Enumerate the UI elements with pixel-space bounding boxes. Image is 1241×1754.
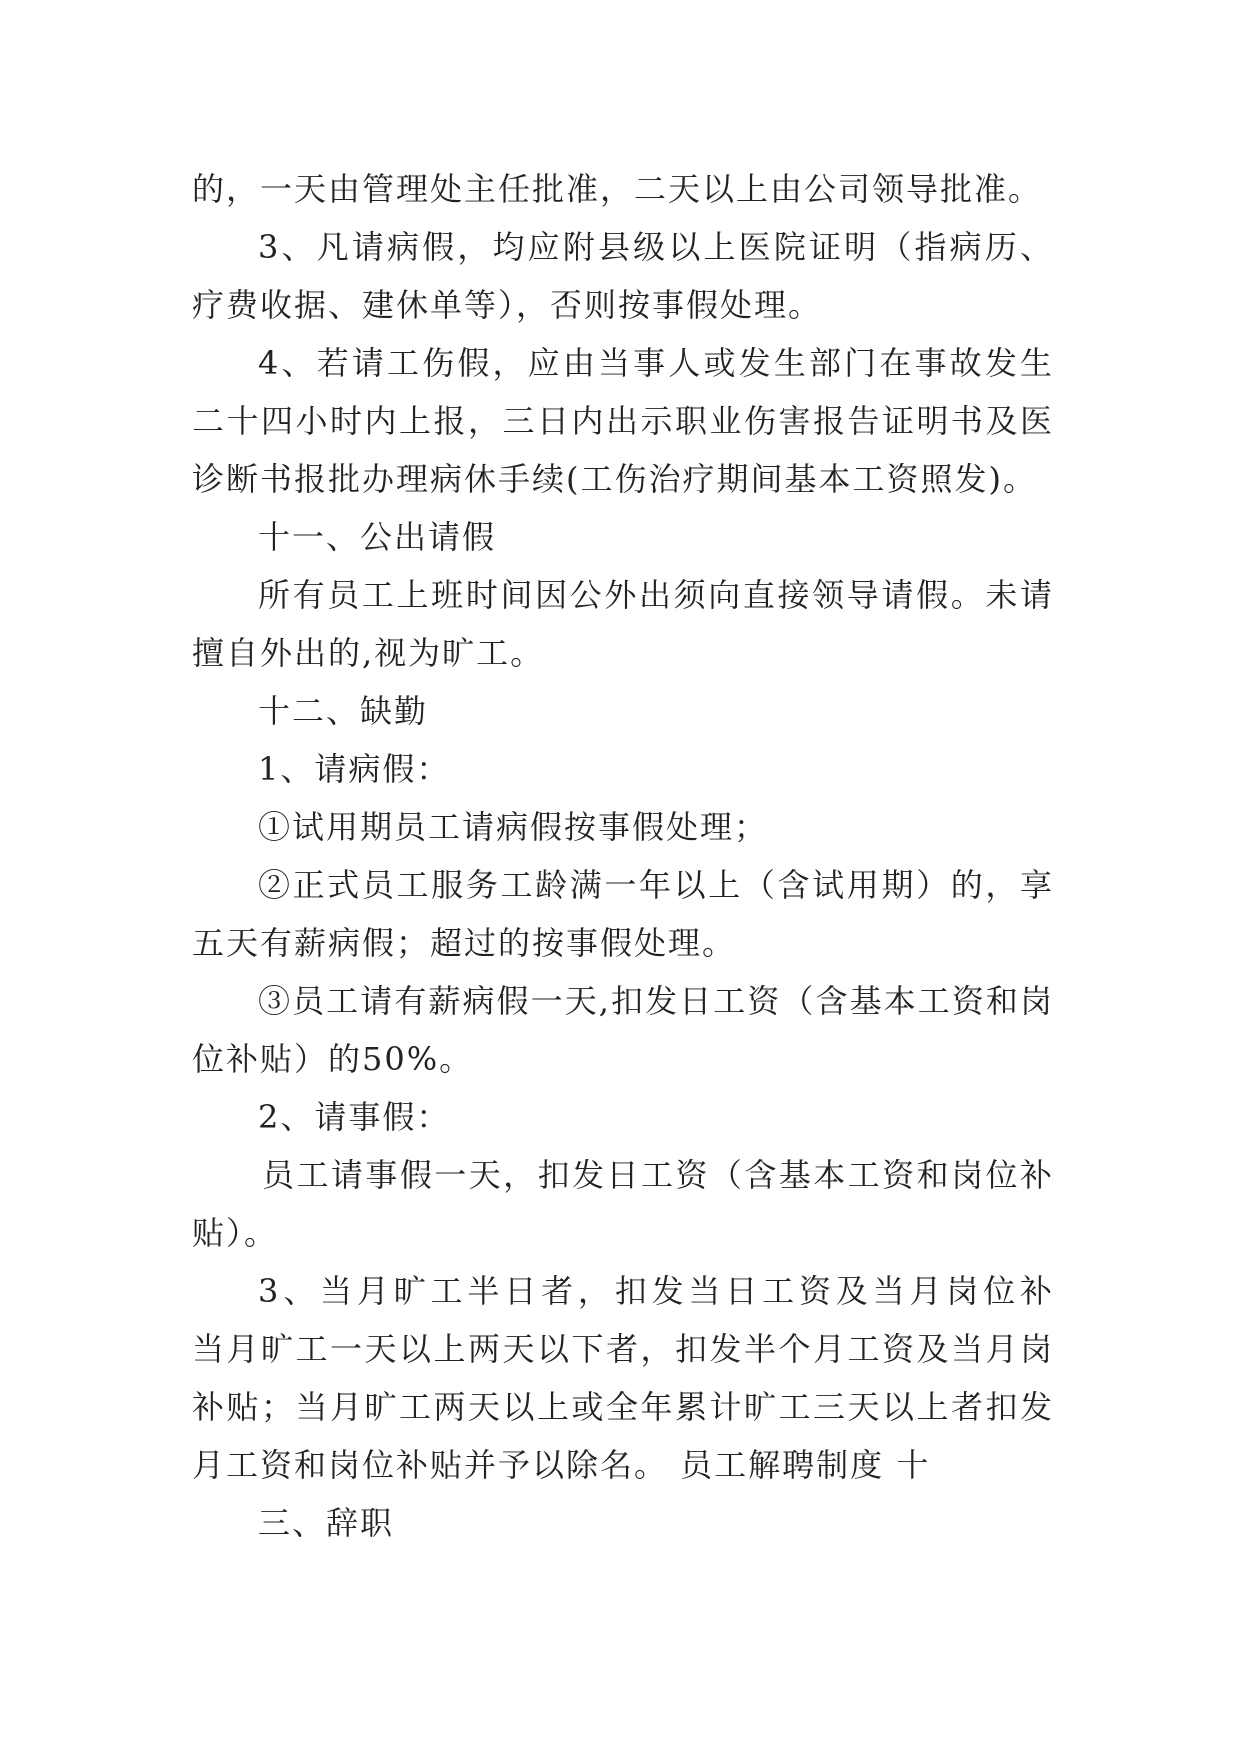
text-line: 所有员工上班时间因公外出须向直接领导请假。未请: [258, 576, 1054, 614]
text-line: 五天有薪病假；超过的按事假处理。: [192, 924, 737, 962]
text-line: 3、当月旷工半日者，扣发当日工资及当月岗位补: [258, 1272, 1054, 1310]
text-line: 疗费收据、建休单等），否则按事假处理。: [192, 286, 823, 324]
text-line: 擅自外出的,视为旷工。: [192, 634, 545, 672]
text-line: ②正式员工服务工龄满一年以上（含试用期）的，享: [258, 866, 1054, 904]
section-heading: 十二、缺勤: [258, 692, 429, 730]
text-line: 2、请事假：: [258, 1098, 451, 1136]
section-heading: 十一、公出请假: [258, 518, 497, 556]
text-line: 4、若请工伤假，应由当事人或发生部门在事故发生: [258, 344, 1054, 382]
text-line: 位补贴）的50%。: [192, 1040, 474, 1078]
document-body: [192, 160, 1054, 1552]
text-line: ③员工请有薪病假一天,扣发日工资（含基本工资和岗: [258, 982, 1054, 1020]
text-line: 1、请病假：: [258, 750, 451, 788]
text-line: ①试用期员工请病假按事假处理；: [258, 808, 769, 846]
text-line: 诊断书报批办理病休手续(工伤治疗期间基本工资照发)。: [192, 460, 1037, 498]
text-line: 月工资和岗位补贴并予以除名。 员工解聘制度 十: [192, 1446, 931, 1484]
text-line: 贴）。: [192, 1214, 279, 1252]
text-line: 当月旷工一天以上两天以下者，扣发半个月工资及当月岗: [192, 1330, 1054, 1368]
text-line: 3、凡请病假，均应附县级以上医院证明（指病历、: [258, 228, 1054, 266]
text-line: 的，一天由管理处主任批准，二天以上由公司领导批准。: [192, 170, 1043, 208]
section-heading: 三、辞职: [258, 1504, 395, 1542]
text-line: 补贴；当月旷工两天以上或全年累计旷工三天以上者扣发: [192, 1388, 1054, 1426]
text-line: 员工请事假一天，扣发日工资（含基本工资和岗位补: [262, 1156, 1054, 1194]
text-line: 二十四小时内上报，三日内出示职业伤害报告证明书及医: [192, 402, 1054, 440]
